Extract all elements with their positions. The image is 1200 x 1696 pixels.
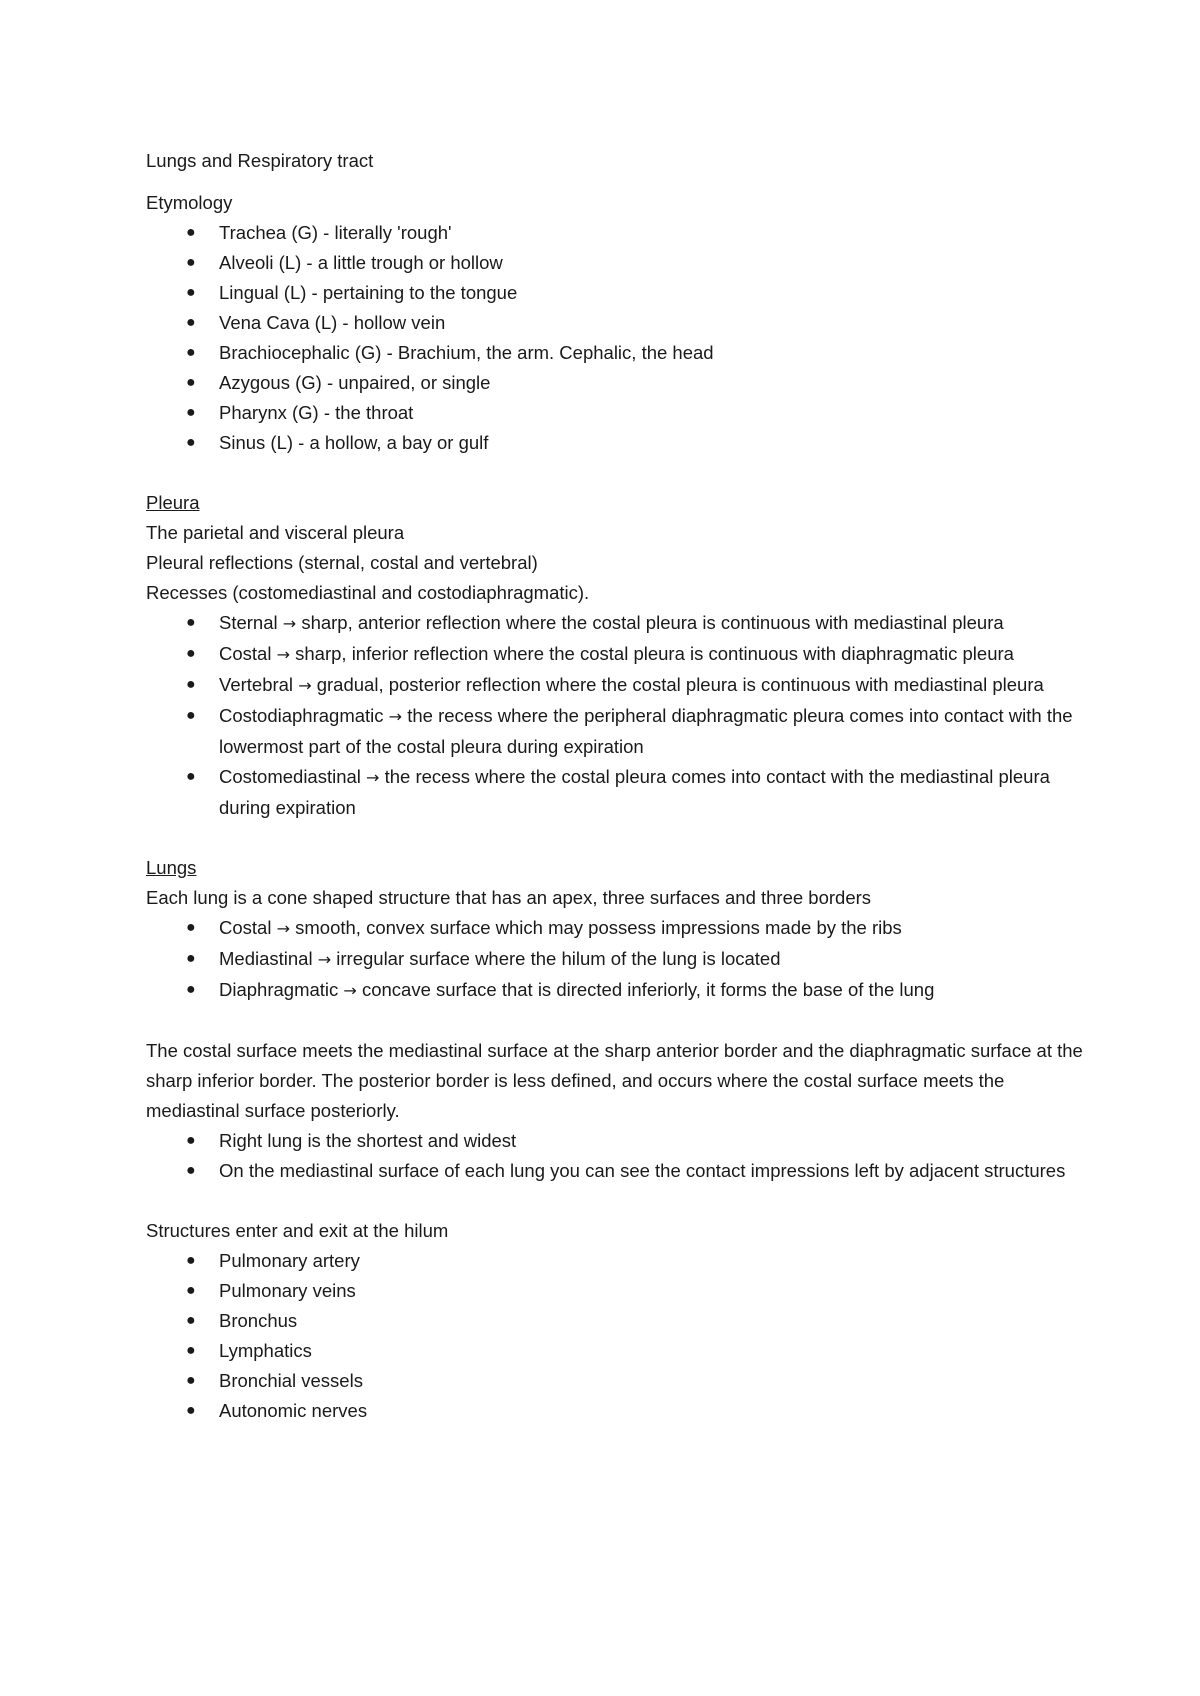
hilum-heading: Structures enter and exit at the hilum <box>146 1220 449 1241</box>
bullet-icon: ● <box>186 614 196 631</box>
list-item <box>146 975 1086 1006</box>
bullet-icon: ● <box>186 1132 196 1149</box>
list-item: ● Pharynx (G) - the throat <box>146 398 1086 428</box>
list-item <box>146 701 1086 762</box>
bullet-icon: ● <box>186 676 196 693</box>
etymology-list <box>146 218 1086 458</box>
arrow-right-icon: → <box>282 614 297 633</box>
definition: gradual, posterior reflection where the costal pleura is continuous with mediastinal pleura <box>316 674 1044 695</box>
arrow-right-icon: → <box>343 981 357 1000</box>
lungs-intro: Each lung is a cone shaped structure that has an apex, three surfaces and three borders <box>146 887 872 908</box>
spacer <box>146 176 1086 188</box>
list-item <box>146 608 1086 639</box>
list-item <box>146 944 1086 975</box>
bullet-icon: ● <box>186 1162 196 1179</box>
definition: sharp, anterior reflection where the costal pleura is continuous with mediastinal pleura <box>301 612 1004 633</box>
pleura-heading: Pleura <box>146 492 200 513</box>
list-item: ● Sinus (L) - a hollow, a bay or gulf <box>146 428 1086 458</box>
list-item: ● Autonomic nerves <box>146 1396 1086 1426</box>
lungs-heading: Lungs <box>146 857 197 878</box>
definition: irregular surface where the hilum of the lung is located <box>336 948 781 969</box>
list-item: ● Pulmonary veins <box>146 1276 1086 1306</box>
arrow-right-icon: → <box>388 707 403 726</box>
list-item: ● Brachiocephalic (G) - Brachium, the arm. Cephalic, the head <box>146 338 1086 368</box>
bullet-icon: ● <box>186 1372 196 1389</box>
list-item <box>146 639 1086 670</box>
bullet-icon: ● <box>186 1282 196 1299</box>
bullet-icon: ● <box>186 1342 196 1359</box>
bullet-icon: ● <box>186 919 196 936</box>
arrow-right-icon: → <box>298 676 312 695</box>
bullet-icon: ● <box>186 981 196 998</box>
term: Mediastinal <box>219 948 313 969</box>
bullet-icon: ● <box>186 404 196 421</box>
bullet-icon: ● <box>186 224 196 241</box>
arrow-right-icon: → <box>366 768 380 787</box>
bullet-icon: ● <box>186 344 196 361</box>
spacer <box>146 823 1086 853</box>
definition: smooth, convex surface which may possess impressions made by the ribs <box>295 917 902 938</box>
term: Costal <box>219 917 272 938</box>
bullet-icon: ● <box>186 314 196 331</box>
spacer <box>146 1186 1086 1216</box>
list-item: ● Bronchus <box>146 1306 1086 1336</box>
term: Sternal <box>219 612 278 633</box>
bullet-icon: ● <box>186 950 196 967</box>
term: Vertebral <box>219 674 294 695</box>
arrow-right-icon: → <box>276 645 290 664</box>
list-item: ● Vena Cava (L) - hollow vein <box>146 308 1086 338</box>
bullet-icon: ● <box>186 1312 196 1329</box>
bullet-icon: ● <box>186 768 196 785</box>
definition: the recess where the peripheral diaphragmatic pleura comes into contact with the lowermost part of the costal pleura during expiration <box>219 705 1073 757</box>
list-item <box>146 762 1086 823</box>
document-page <box>146 146 1086 1426</box>
spacer <box>146 1006 1086 1036</box>
list-item: ● Alveoli (L) - a little trough or hollow <box>146 248 1086 278</box>
list-item: ● On the mediastinal surface of each lung you can see the contact impressions left by adjacent structures <box>146 1156 1086 1186</box>
list-item: ● Pulmonary artery <box>146 1246 1086 1276</box>
bullet-icon: ● <box>186 434 196 451</box>
bullet-icon: ● <box>186 374 196 391</box>
bullet-icon: ● <box>186 1402 196 1419</box>
list-item: ● Azygous (G) - unpaired, or single <box>146 368 1086 398</box>
list-item <box>146 913 1086 944</box>
pleura-line: The parietal and visceral pleura <box>146 522 405 543</box>
definition: concave surface that is directed inferiorly, it forms the base of the lung <box>361 979 935 1000</box>
lungs-paragraph: The costal surface meets the mediastinal surface at the sharp anterior border and the diaphragmatic surface at the sharp inferior border. The posterior border is less defined, and occurs where the costal surface meets the mediastinal surface posteriorly. <box>146 1040 1083 1121</box>
pleura-reflection-list <box>146 608 1086 823</box>
list-item: ● Trachea (G) - literally 'rough' <box>146 218 1086 248</box>
etymology-heading: Etymology <box>146 192 233 213</box>
bullet-icon: ● <box>186 707 196 724</box>
bullet-icon: ● <box>186 1252 196 1269</box>
term: Diaphragmatic <box>219 979 339 1000</box>
document-title: Lungs and Respiratory tract <box>146 150 374 171</box>
hilum-structures-list <box>146 1246 1086 1426</box>
bullet-icon: ● <box>186 254 196 271</box>
arrow-right-icon: → <box>317 950 332 969</box>
pleura-line: Pleural reflections (sternal, costal and vertebral) <box>146 552 538 573</box>
list-item: ● Bronchial vessels <box>146 1366 1086 1396</box>
bullet-icon: ● <box>186 284 196 301</box>
list-item: ● Right lung is the shortest and widest <box>146 1126 1086 1156</box>
lung-surfaces-list <box>146 913 1086 1006</box>
list-item <box>146 670 1086 701</box>
term: Costodiaphragmatic <box>219 705 384 726</box>
list-item: ● Lymphatics <box>146 1336 1086 1366</box>
term: Costomediastinal <box>219 766 361 787</box>
definition: the recess where the costal pleura comes into contact with the mediastinal pleura during expiration <box>219 766 1050 818</box>
term: Costal <box>219 643 272 664</box>
list-item: ● Lingual (L) - pertaining to the tongue <box>146 278 1086 308</box>
spacer <box>146 458 1086 488</box>
arrow-right-icon: → <box>276 919 290 938</box>
pleura-line: Recesses (costomediastinal and costodiaphragmatic). <box>146 582 590 603</box>
definition: sharp, inferior reflection where the costal pleura is continuous with diaphragmatic pleura <box>295 643 1014 664</box>
lung-notes-list <box>146 1126 1086 1186</box>
bullet-icon: ● <box>186 645 196 662</box>
